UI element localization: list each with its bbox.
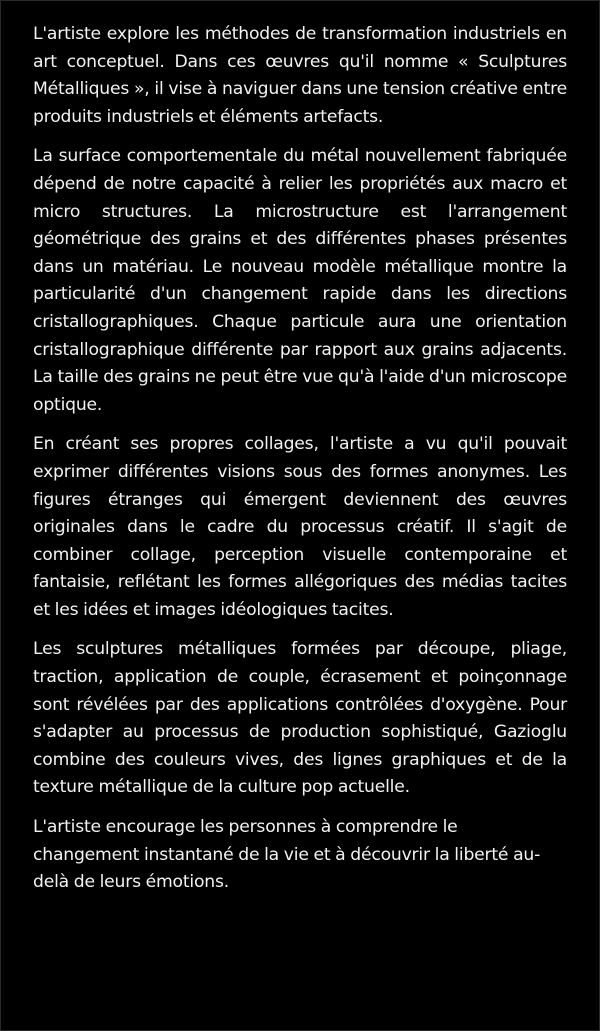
artist-statement — [1, 1, 599, 897]
paragraph-3: En créant ses propres collages, l'artiste a vu qu'il pouvait exprimer différentes visions sous des formes anonymes. Les figures étranges qui émergent deviennent des œuvres originales dans le cadre du processus créatif. Il s'agit de combiner collage, perception visuelle contemporaine et fantaisie, reflétant les formes allégoriques des médias tacites et les idées et images idéologiques tacites. — [33, 434, 567, 620]
paragraph-5: L'artiste encourage les personnes à comprendre le changement instantané de la vie et à découvrir la liberté au-delà de leurs émotions. — [33, 817, 541, 893]
paragraph-1: L'artiste explore les méthodes de transformation industriels en art conceptuel. Dans ces œuvres qu'il nomme « Sculptures Métalliques », il vise à naviguer dans une tension créative entre produits industriels et éléments artefacts. — [33, 24, 567, 127]
paragraph-2: La surface comportementale du métal nouvellement fabriquée dépend de notre capacité à relier les propriétés aux macro et micro structures. La microstructure est l'arrangement géométrique des grains et des différentes phases présentes dans un matériau. Le nouveau modèle métallique montre la particularité d'un changement rapide dans les directions cristallographiques. Chaque particule aura une orientation cristallographique différente par rapport aux grains adjacents. La taille des grains ne peut être vue qu'à l'aide d'un microscope optique. — [33, 146, 567, 415]
paragraph-4: Les sculptures métalliques formées par découpe, pliage, traction, application de couple, écrasement et poinçonnage sont révélées par des applications contrôlées d'oxygène. Pour s'adapter au processus de production sophistiqué, Gazioglu combine des couleurs vives, des lignes graphiques et de la texture métallique de la culture pop actuelle. — [33, 639, 567, 798]
